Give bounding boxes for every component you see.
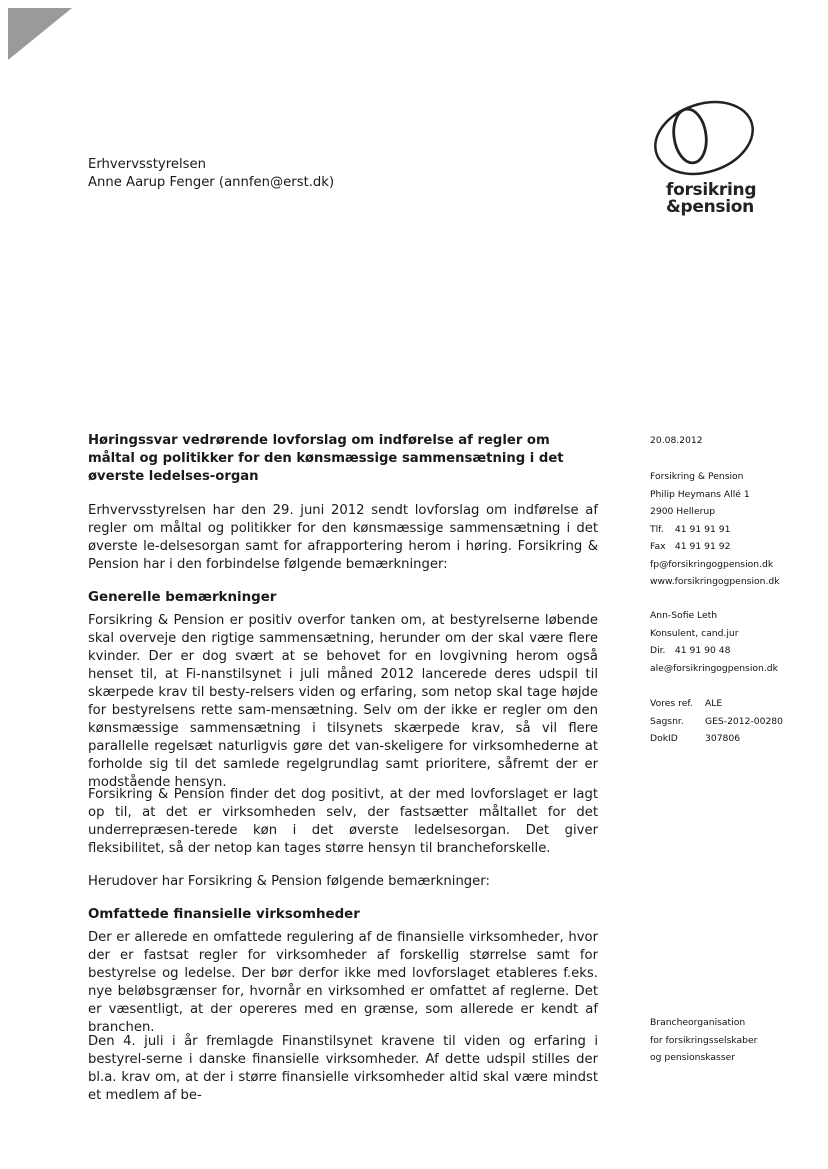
sender-fax bbox=[650, 538, 780, 556]
letter-date: 20.08.2012 bbox=[650, 435, 703, 446]
fax-label: Fax bbox=[650, 541, 666, 552]
case-label: Sagsnr. bbox=[650, 715, 684, 727]
corner-fold-mark bbox=[8, 8, 72, 60]
paragraph-further: Herudover har Forsikring & Pension følgende bemærkninger: bbox=[88, 874, 490, 889]
recipient-person: Anne Aarup Fenger (annfen@erst.dk) bbox=[88, 175, 335, 190]
footer-line-3: og pensionskasser bbox=[650, 1052, 736, 1063]
sender-street: Philip Heymans Allé 1 bbox=[650, 488, 750, 500]
doc-row bbox=[650, 730, 783, 748]
sender-phone bbox=[650, 521, 780, 539]
recipient-org: Erhvervsstyrelsen bbox=[88, 157, 206, 172]
contact-email: ale@forsikringogpension.dk bbox=[650, 662, 778, 674]
letter-title: Høringssvar vedrørende lovforslag om indførelse af regler om måltal og politikker for den kønsmæssige sammensætning i det øverste ledelses-organ bbox=[88, 433, 564, 484]
contact-name: Ann-Sofie Leth bbox=[650, 610, 718, 621]
sender-org: Forsikring & Pension bbox=[650, 471, 744, 482]
doc-value: 307806 bbox=[705, 733, 741, 744]
section-heading-financial: Omfattede finansielle virksomheder bbox=[88, 907, 360, 922]
ref-row bbox=[650, 695, 783, 713]
reference-block bbox=[650, 695, 783, 748]
footer-line-1: Brancheorganisation bbox=[650, 1017, 746, 1028]
contact-title: Konsulent, cand.jur bbox=[650, 627, 739, 639]
sender-email: fp@forsikringogpension.dk bbox=[650, 558, 774, 570]
logo-swirl-icon bbox=[646, 98, 766, 182]
sender-address-block bbox=[650, 468, 780, 591]
direct-value: 41 91 90 48 bbox=[674, 645, 731, 656]
company-logo bbox=[640, 98, 770, 228]
intro-paragraph: Erhvervsstyrelsen har den 29. juni 2012 sendt lovforslag om indførelse af regler om måltal og politikker for den kønsmæssige sammensætning i det øverste le-delsesorgan samt for afrapportering herom i høring. Forsikring & Pension har i den forbindelse følgende bemærkninger: bbox=[88, 503, 598, 572]
sender-city: 2900 Hellerup bbox=[650, 506, 716, 517]
phone-label: Tlf. bbox=[650, 523, 664, 535]
paragraph-general-2: Forsikring & Pension finder det dog positivt, at der med lovforslaget er lagt op til, at det er virksomheden selv, der fastsætter måltallet for det underrepræsen-terede køn i det øverste ledelsesorgan. Det giver fleksibilitet, så der netop kan tages større hensyn til brancheforskelle. bbox=[88, 787, 598, 856]
logo-text-pension: &pension bbox=[666, 197, 754, 217]
case-row bbox=[650, 713, 783, 731]
paragraph-financial-2: Den 4. juli i år fremlagde Finanstilsynet kravene til viden og erfaring i bestyrel-serne i danske finansielle virksomheder. Af dette udspil stilles der bl.a. krav om, at der i større finansielle virksomheder altid skal være mindst et medlem af be- bbox=[88, 1034, 598, 1103]
paragraph-general-1: Forsikring & Pension er positiv overfor tanken om, at bestyrelserne løbende skal overveje den rigtige sammensætning, herunder om der skal være flere kvinder. Der er dog svært at se behovet for en lovgivning herom også henset til, at Fi-nanstilsynet i juli måned 2012 lancerede deres udspil til skærpede krav til besty-relsers viden og erfaring, som netop skal tage højde for bestyrelsens rette sam-mensætning. Selv om der ikke er regler om den kønsmæssige sammensætning i tilsynets skærpede krav, så vil flere parallelle regelsæt naturligvis gøre det van-skeligere for virksomhederne at forholde sig til det samlede regelgrundlag samt prioritere, såfremt der er modstående hensyn. bbox=[88, 613, 598, 790]
doc-label: DokID bbox=[650, 733, 678, 744]
paragraph-financial-1: Der er allerede en omfattede regulering af de finansielle virksomheder, hvor der er fastsat regler for virksomheder af forskellig størrelse samt for bestyrelse og ledelse. Der bør derfor ikke med lovforslaget etableres f.eks. nye beløbsgrænser for, hvornår en virksomhed er omfattet af reglerne. Det er væsentligt, at der opereres med en grænse, som allerede er kendt af branchen. bbox=[88, 930, 598, 1035]
contact-direct bbox=[650, 642, 778, 660]
section-heading-general: Generelle bemærkninger bbox=[88, 590, 277, 605]
ref-value: ALE bbox=[705, 698, 723, 709]
logo-text-forsikring: forsikring bbox=[666, 180, 757, 200]
fax-value: 41 91 91 92 bbox=[674, 541, 731, 552]
organisation-footer bbox=[650, 1014, 757, 1067]
phone-value: 41 91 91 91 bbox=[674, 523, 731, 535]
sender-website: www.forsikringogpension.dk bbox=[650, 576, 780, 587]
footer-line-2: for forsikringsselskaber bbox=[650, 1034, 758, 1046]
contact-block bbox=[650, 607, 778, 677]
ref-label: Vores ref. bbox=[650, 698, 693, 709]
direct-label: Dir. bbox=[650, 645, 666, 656]
case-value: GES-2012-00280 bbox=[705, 715, 783, 727]
recipient-block bbox=[88, 156, 334, 192]
